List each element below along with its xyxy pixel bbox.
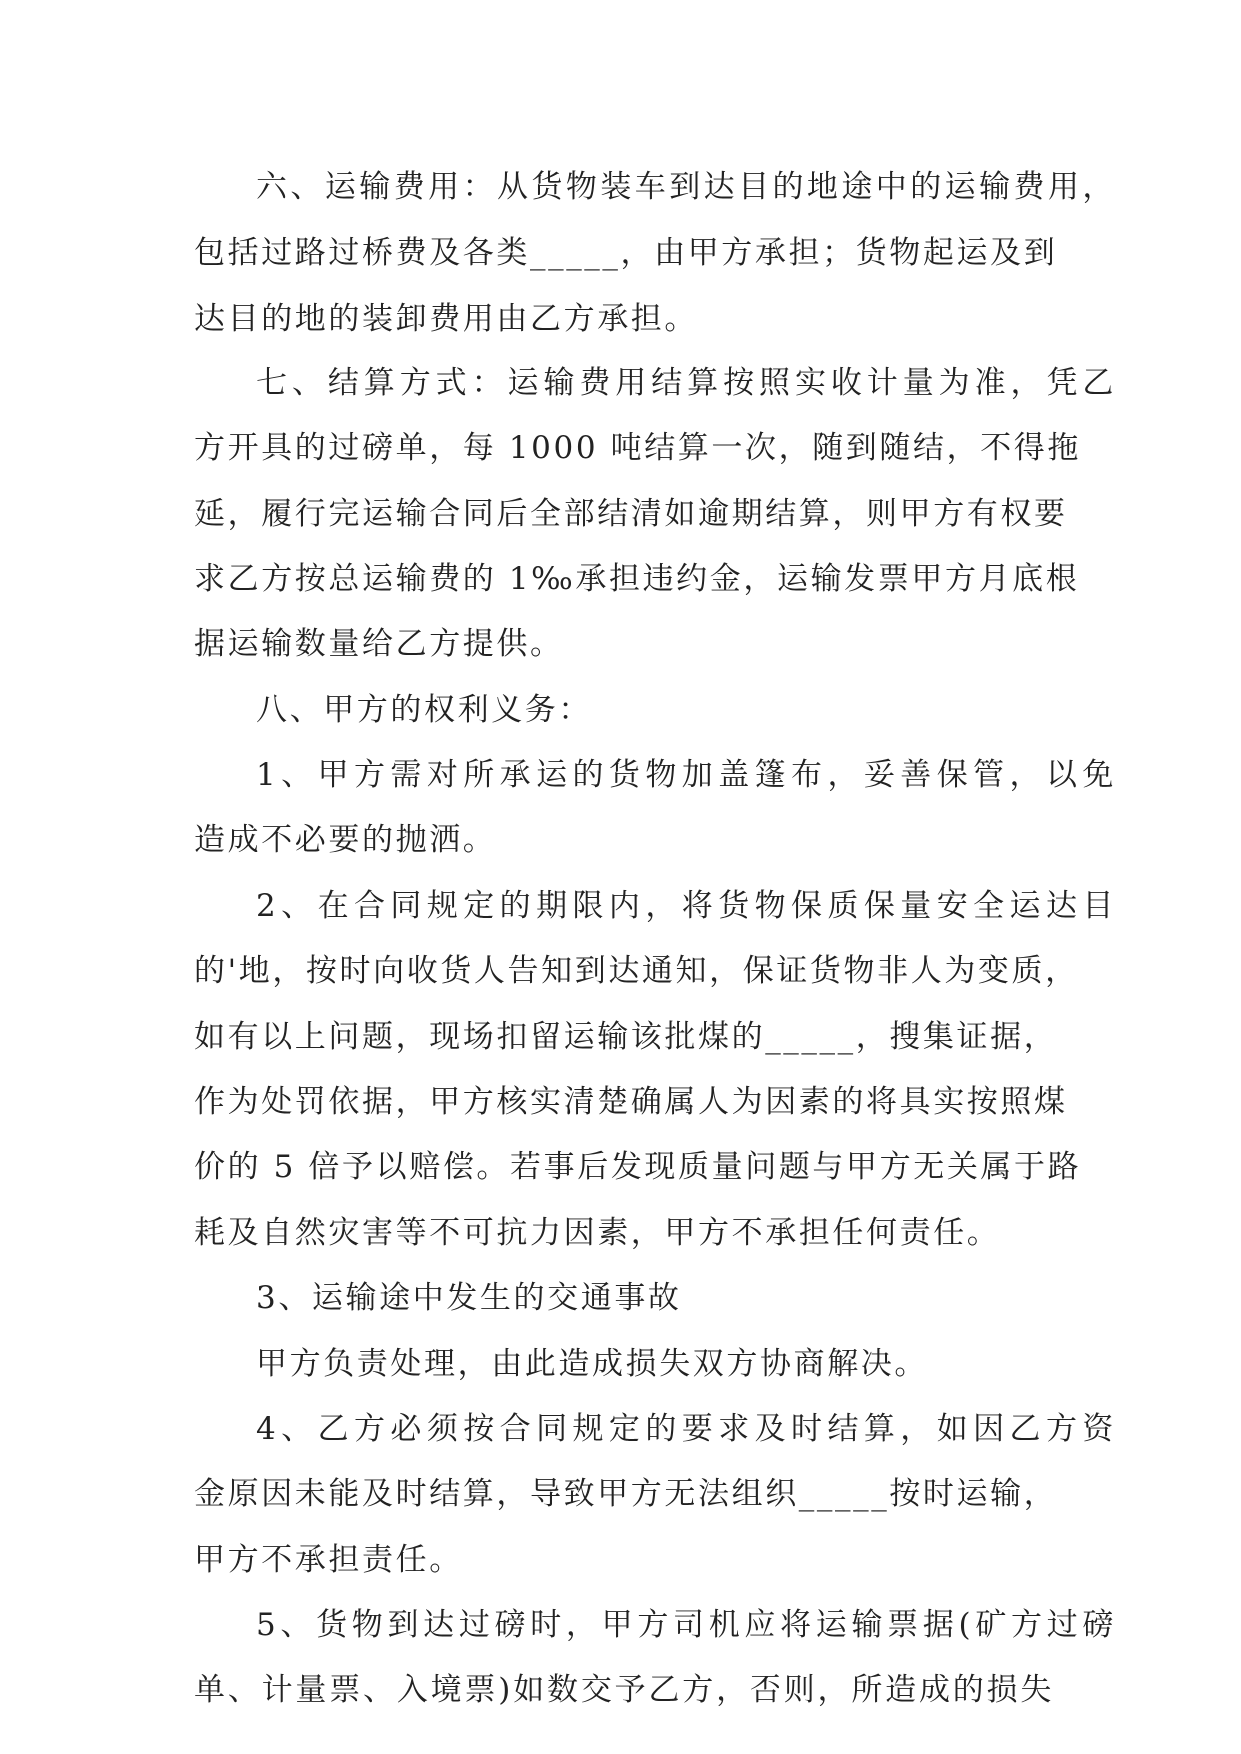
- item-4-line-1: 4、乙方必须按合同规定的要求及时结算，如因乙方资: [256, 1411, 1116, 1447]
- item-3-line-1: 3、运输途中发生的交通事故: [256, 1280, 682, 1316]
- item-2-line-3: 如有以上问题，现场扣留运输该批煤的_____，搜集证据，: [194, 1019, 1058, 1055]
- paragraph-6-line-3: 达目的地的装卸费用由乙方承担。: [194, 301, 698, 337]
- paragraph-7-line-5: 据运输数量给乙方提供。: [194, 626, 564, 662]
- item-2-line-5: 价的 5 倍予以赔偿。若事后发现质量问题与甲方无关属于路: [194, 1149, 1082, 1185]
- item-1-line-2: 造成不必要的抛洒。: [194, 822, 497, 858]
- section-8-heading: 八、甲方的权利义务：: [256, 692, 592, 728]
- paragraph-6-line-2: 包括过路过桥费及各类_____，由甲方承担；货物起运及到: [194, 235, 1058, 271]
- item-5-line-2: 单、计量票、入境票)如数交予乙方，否则，所造成的损失: [194, 1672, 1054, 1708]
- item-2-line-1: 2、在合同规定的期限内，将货物保质保量安全运达目: [256, 888, 1116, 924]
- paragraph-7-line-3: 延，履行完运输合同后全部结清如逾期结算，则甲方有权要: [194, 496, 1068, 532]
- item-2-line-6: 耗及自然灾害等不可抗力因素，甲方不承担任何责任。: [194, 1215, 1001, 1251]
- paragraph-6-line-1: 六、运输费用：从货物装车到达目的地途中的运输费用，: [256, 169, 1116, 205]
- item-1-line-1: 1、甲方需对所承运的货物加盖篷布，妥善保管，以免: [256, 757, 1116, 793]
- item-3-line-2: 甲方负责处理，由此造成损失双方协商解决。: [256, 1346, 928, 1382]
- paragraph-7-line-4: 求乙方按总运输费的 1‰承担违约金，运输发票甲方月底根: [194, 561, 1080, 597]
- item-2-line-2: 的'地，按时向收货人告知到达通知，保证货物非人为变质，: [194, 953, 1079, 989]
- item-2-line-4: 作为处罚依据，甲方核实清楚确属人为因素的将具实按照煤: [194, 1084, 1068, 1120]
- item-4-line-2: 金原因未能及时结算，导致甲方无法组织_____按时运输，: [194, 1476, 1058, 1512]
- paragraph-7-line-2: 方开具的过磅单，每 1000 吨结算一次，随到随结，不得拖: [194, 430, 1081, 466]
- item-4-line-3: 甲方不承担责任。: [194, 1542, 463, 1578]
- item-5-line-1: 5、货物到达过磅时，甲方司机应将运输票据(矿方过磅: [256, 1607, 1116, 1643]
- paragraph-7-line-1: 七、结算方式：运输费用结算按照实收计量为准，凭乙: [256, 365, 1116, 401]
